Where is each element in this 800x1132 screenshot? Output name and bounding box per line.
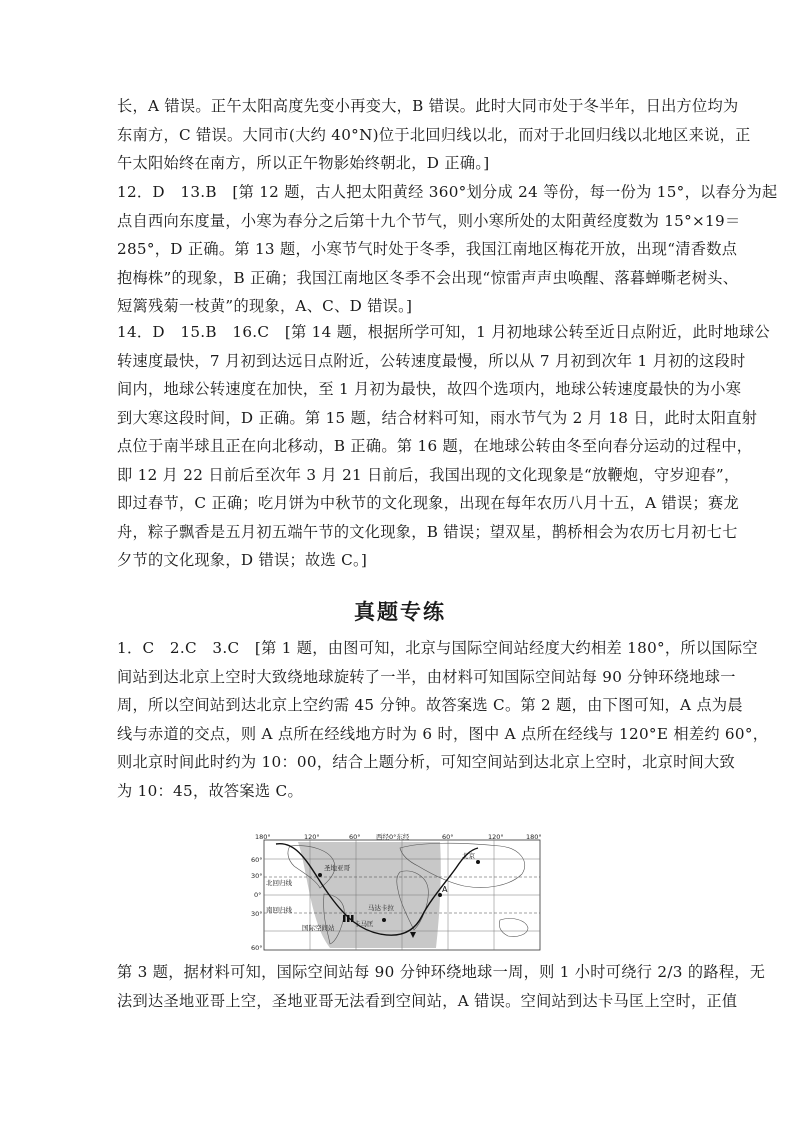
answer-paragraph-3-continued	[117, 958, 766, 1015]
answer-paragraph-1	[117, 92, 751, 178]
text-line: 285°，D 正确。第 13 题，小寒节气时处于冬季，我国江南地区梅花开放，出现“清香数点	[117, 240, 738, 258]
san-diego-marker	[318, 873, 322, 877]
text-line: 14．D 15.B 16.C [第 14 题，根据所学可知，1 月初地球公转至近日点附近，此时地球公	[117, 323, 770, 341]
iss-label: 国际空间站	[302, 924, 335, 932]
text-line: 第 3 题，据材料可知，国际空间站每 90 分钟环绕地球一周，则 1 小时可绕行 2/3 的路程，无	[117, 963, 766, 981]
text-line: 周，所以空间站到达北京上空约需 45 分钟。故答案选 C。第 2 题，由下图可知，A 点为晨	[117, 696, 743, 714]
point-a-label: A	[442, 885, 448, 894]
map-left-label: 30°	[251, 872, 263, 880]
map-top-label: 60°	[442, 833, 454, 841]
text-line: 短篱残菊一枝黄”的现象，A、C、D 错误。]	[117, 297, 413, 315]
world-map-figure	[250, 832, 542, 952]
kamara-marker	[382, 918, 386, 922]
tropic-north-label: 北回归线	[266, 879, 292, 887]
text-line: 抱梅株”的现象，B 正确；我国江南地区冬季不会出现“惊雷声声虫唤醒、落暮蝉嘶老树头、	[117, 268, 739, 287]
kamara-label: 卡马匡	[354, 920, 374, 928]
text-line: 间站到达北京上空时大致绕地球旋转了一半，由材料可知国际空间站每 90 分钟环绕地球一	[117, 667, 736, 686]
map-top-label: 120°	[488, 833, 504, 841]
section-heading: 真题专练	[354, 600, 446, 624]
text-line: 到大寒这段时间，D 正确。第 15 题，结合材料可知，雨水节气为 2 月 18 日，此时太阳直射	[117, 408, 758, 427]
text-line: 点位于南半球且正在向北移动，B 正确。第 16 题，在地球公转由冬至向春分运动的过程中，	[117, 437, 753, 455]
text-line: 转速度最快，7 月初到达远日点附近，公转速度最慢，所以从 7 月初到次年 1 月初的这段时	[117, 351, 746, 370]
text-line: 午太阳始终在南方，所以正午物影始终朝北，D 正确。]	[117, 154, 490, 172]
map-left-label: 60°	[251, 856, 263, 864]
text-line: 间内，地球公转速度在加快，至 1 月初为最快，故四个选项内，地球公转速度最快的为小寒	[117, 380, 742, 398]
map-left-label: 0°	[254, 891, 262, 899]
text-line: 夕节的文化现象，D 错误；故选 C。]	[117, 551, 368, 569]
map-top-label: 120°	[304, 833, 320, 841]
text-line: 舟，粽子飘香是五月初五端午节的文化现象，B 错误；望双星，鹊桥相会为农历七月初七七	[117, 522, 738, 541]
text-line: 为 10：45，故答案选 C。	[117, 781, 303, 800]
text-line: 则北京时间此时约为 10：00，结合上题分析，可知空间站到达北京上空时，北京时间大致	[117, 753, 736, 771]
text-line: 即过春节，C 正确；吃月饼为中秋节的文化现象，出现在每年农历八月十五，A 错误；赛龙	[117, 494, 739, 512]
text-line: 长，A 错误。正午太阳高度先变小再变大，B 错误。此时大同市处于冬半年，日出方位均为	[117, 97, 739, 115]
map-top-label: 60°	[349, 833, 361, 841]
text-line: 东南方，C 错误。大同市(大约 40°N)位于北回归线以北，而对于北回归线以北地区来说，正	[117, 125, 751, 144]
tropic-south-label: 南回归线	[266, 906, 292, 914]
madagascar-label: 马达卡拉	[368, 904, 394, 912]
map-left-label: 30°	[251, 910, 263, 918]
text-line: 线与赤道的交点，则 A 点所在经线地方时为 6 时，图中 A 点所在经线与 120°E 相差约 60°，	[117, 724, 769, 743]
san-diego-label: 圣地亚哥	[324, 864, 350, 872]
answer-paragraph-14-16	[117, 318, 770, 575]
map-top-label: 180°	[255, 833, 271, 841]
answer-paragraph-1-3	[117, 634, 769, 805]
beijing-marker	[476, 860, 480, 864]
answer-paragraph-12-13	[117, 178, 778, 321]
map-left-label: 60°	[251, 944, 263, 952]
map-top-label: 西经0°东经	[376, 833, 410, 841]
text-line: 即 12 月 22 日前后至次年 3 月 21 日前后，我国出现的文化现象是“放鞭炮，守岁迎春”，	[117, 465, 740, 484]
text-line: 1．C 2.C 3.C [第 1 题，由图可知，北京与国际空间站经度大约相差 180°，所以国际空	[117, 639, 758, 657]
text-line: 点自西向东度量，小寒为春分之后第十九个节气，则小寒所处的太阳黄经度数为 15°×19＝	[117, 211, 741, 230]
text-line: 12．D 13.B [第 12 题，古人把太阳黄经 360°划分成 24 等份，每一份为 15°，以春分为起	[117, 183, 778, 201]
text-line: 法到达圣地亚哥上空，圣地亚哥无法看到空间站，A 错误。空间站到达卡马匡上空时，正值	[117, 991, 738, 1010]
beijing-label: 北京	[462, 852, 475, 860]
map-top-label: 180°	[526, 833, 542, 841]
iss-markers	[343, 915, 354, 922]
